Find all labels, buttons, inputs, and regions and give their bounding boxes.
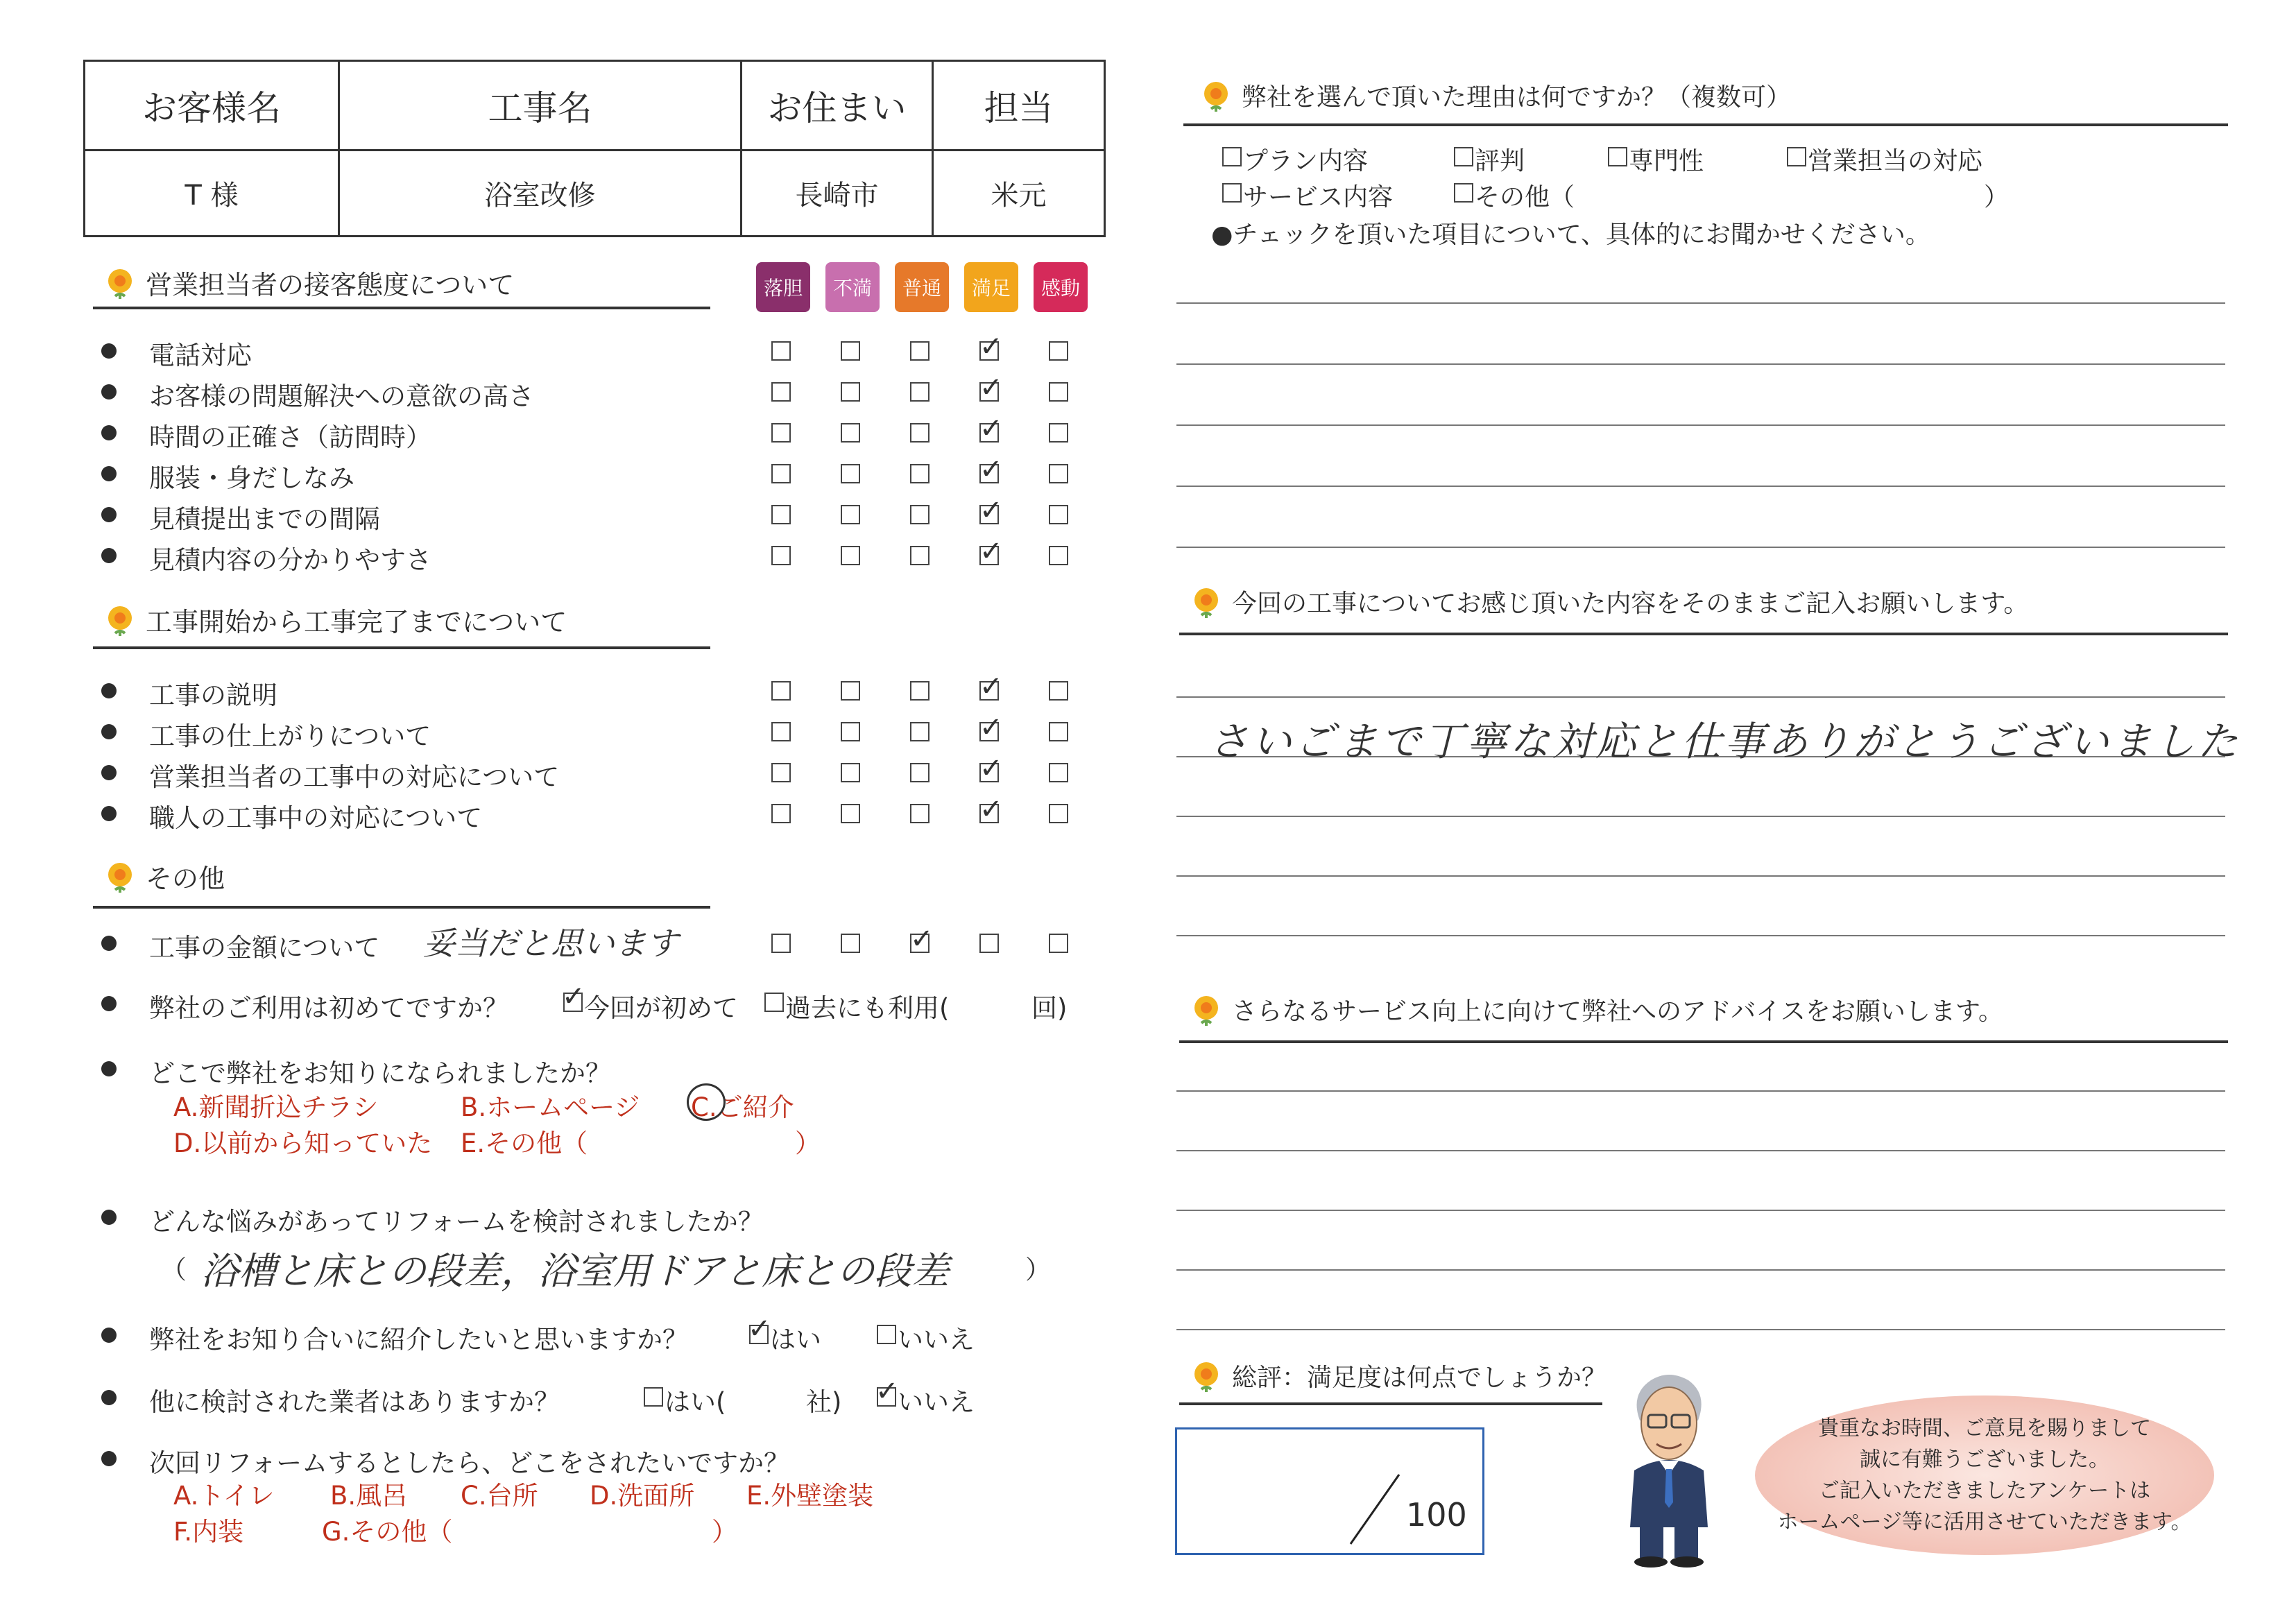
reason-sales-checkbox[interactable] bbox=[1787, 147, 1806, 166]
bullet bbox=[101, 425, 117, 440]
check-mark: ✓ bbox=[910, 923, 934, 955]
impression-handwritten-answer: さいごまで丁寧な対応と仕事ありがとうございました bbox=[1208, 718, 2241, 765]
question-label: 工事の説明 bbox=[149, 680, 277, 710]
bullet bbox=[101, 466, 117, 481]
bullet bbox=[101, 806, 117, 821]
flower-icon bbox=[104, 604, 136, 636]
section-title-impression: 今回の工事についてお感じ頂いた内容をそのままご記入お願いします。 bbox=[1190, 584, 2028, 619]
option-exterior-paint[interactable]: E.外壁塗装 bbox=[746, 1481, 874, 1511]
answer-line bbox=[1176, 1269, 2225, 1271]
rating-label: 普通 bbox=[895, 262, 949, 312]
used-before-option: 過去にも利用( bbox=[785, 993, 950, 1023]
rating-checkbox[interactable] bbox=[771, 423, 791, 443]
rating-checkbox[interactable] bbox=[771, 382, 791, 402]
other-yes-label: はい( bbox=[665, 1387, 726, 1417]
customer-info-table bbox=[83, 60, 1106, 237]
answer-line bbox=[1176, 816, 2225, 817]
score-slash bbox=[1344, 1471, 1406, 1547]
rating-checkbox[interactable] bbox=[841, 423, 860, 443]
answer-line bbox=[1176, 1090, 2225, 1092]
section-underline bbox=[93, 906, 710, 909]
answer-line bbox=[1176, 875, 2225, 877]
option-homepage[interactable]: B.ホームページ bbox=[461, 1092, 640, 1122]
reason-other-checkbox[interactable] bbox=[1454, 183, 1473, 203]
bullet bbox=[101, 1210, 117, 1225]
rating-checkbox[interactable] bbox=[1049, 382, 1068, 402]
answer-line bbox=[1176, 547, 2225, 548]
how-known-question: どこで弊社をお知りになられましたか？ bbox=[149, 1058, 611, 1088]
reason-reputation-checkbox[interactable] bbox=[1454, 147, 1473, 166]
answer-line bbox=[1176, 1150, 2225, 1151]
first-time-question: 弊社のご利用は初めてですか？ bbox=[149, 993, 508, 1023]
refer-yes-label: はい bbox=[770, 1325, 821, 1355]
rating-label: 感動 bbox=[1034, 262, 1088, 312]
reason-plan-checkbox[interactable] bbox=[1222, 147, 1242, 166]
check-mark: ✓ bbox=[979, 372, 1003, 404]
residence-header: お住まい bbox=[767, 88, 907, 128]
option-other[interactable]: E.その他（ bbox=[461, 1128, 588, 1158]
rating-checkbox[interactable] bbox=[910, 546, 929, 565]
rating-checkbox[interactable] bbox=[1049, 763, 1068, 782]
section-title-other: その他 bbox=[104, 857, 225, 895]
section-underline bbox=[1179, 1040, 2228, 1043]
option-other[interactable]: G.その他（ bbox=[322, 1517, 453, 1547]
option-referral[interactable]: C.ご紹介 bbox=[691, 1092, 794, 1122]
question-label: 服装・身だしなみ bbox=[149, 463, 354, 493]
rating-checkbox[interactable] bbox=[910, 423, 929, 443]
section-underline bbox=[1179, 1402, 1602, 1405]
referral-circle-mark bbox=[687, 1083, 726, 1121]
first-time-option: 今回が初めて bbox=[584, 993, 738, 1023]
flower-icon bbox=[104, 861, 136, 893]
rating-checkbox[interactable] bbox=[841, 722, 860, 741]
rating-label: 不満 bbox=[825, 262, 880, 312]
option-newspaper-flyer[interactable]: A.新聞折込チラシ bbox=[173, 1092, 379, 1122]
section-underline bbox=[1183, 123, 2228, 126]
worry-close-paren: ） bbox=[1025, 1255, 1051, 1285]
check-mark: ✓ bbox=[979, 712, 1003, 744]
reason-note: ●チェックを頂いた項目について、具体的にお聞かせください。 bbox=[1211, 221, 1930, 249]
rating-checkbox[interactable] bbox=[1049, 722, 1068, 741]
rating-checkbox[interactable] bbox=[771, 804, 791, 823]
option-known-before[interactable]: D.以前から知っていた bbox=[173, 1128, 433, 1158]
answer-line bbox=[1176, 363, 2225, 365]
bullet bbox=[101, 1061, 117, 1076]
rating-checkbox[interactable] bbox=[841, 341, 860, 361]
rating-checkbox[interactable] bbox=[841, 681, 860, 701]
rating-checkbox[interactable] bbox=[771, 763, 791, 782]
question-label: 工事の仕上がりについて bbox=[149, 721, 431, 751]
reason-plan-label: プラン内容 bbox=[1243, 147, 1369, 175]
reason-other-label: その他（ bbox=[1475, 183, 1575, 212]
staff-value: 米元 bbox=[991, 180, 1047, 212]
worry-open-paren: （ bbox=[161, 1255, 187, 1285]
used-before-checkbox[interactable] bbox=[764, 993, 784, 1012]
option-other-close: ） bbox=[795, 1128, 821, 1158]
check-mark: ✓ bbox=[979, 793, 1003, 825]
reason-service-label: サービス内容 bbox=[1243, 183, 1394, 212]
option-interior[interactable]: F.内装 bbox=[173, 1517, 244, 1547]
section-title-advice: さらなるサービス向上に向けて弊社へのアドバイスをお願いします。 bbox=[1190, 992, 2003, 1027]
staff-header: 担当 bbox=[984, 88, 1054, 128]
mascot-illustration bbox=[1616, 1366, 1722, 1569]
rating-checkbox[interactable] bbox=[771, 341, 791, 361]
flower-icon bbox=[1190, 994, 1222, 1026]
check-mark: ✓ bbox=[979, 535, 1003, 567]
rating-label: 落胆 bbox=[756, 262, 810, 312]
bullet bbox=[101, 384, 117, 400]
flower-icon bbox=[104, 267, 136, 299]
answer-line bbox=[1176, 424, 2225, 426]
rating-checkbox[interactable] bbox=[841, 505, 860, 524]
question-label: 時間の正確さ（訪問時） bbox=[149, 422, 431, 452]
rating-checkbox[interactable] bbox=[910, 763, 929, 782]
answer-line bbox=[1176, 1329, 2225, 1330]
rating-checkbox[interactable] bbox=[771, 934, 791, 953]
bullet bbox=[101, 683, 117, 698]
rating-checkbox[interactable] bbox=[910, 722, 929, 741]
other-no-label: いいえ bbox=[898, 1387, 975, 1417]
rating-checkbox[interactable] bbox=[841, 546, 860, 565]
reason-expertise-checkbox[interactable] bbox=[1608, 147, 1627, 166]
check-mark: ✓ bbox=[875, 1375, 899, 1407]
rating-checkbox[interactable] bbox=[841, 464, 860, 483]
rating-checkbox[interactable] bbox=[910, 804, 929, 823]
bullet bbox=[101, 1390, 117, 1405]
price-handwritten-note: 妥当だと思います bbox=[423, 925, 678, 962]
rating-checkbox[interactable] bbox=[771, 464, 791, 483]
worry-handwritten-answer: 浴槽と床との段差，浴室用ドアと床との段差 bbox=[201, 1249, 950, 1293]
bullet bbox=[101, 996, 117, 1011]
rating-checkbox[interactable] bbox=[1049, 681, 1068, 701]
bullet bbox=[101, 1451, 117, 1466]
option-kitchen[interactable]: C.台所 bbox=[461, 1481, 538, 1511]
price-question: 工事の金額について bbox=[149, 933, 380, 963]
rating-checkbox[interactable] bbox=[1049, 934, 1068, 953]
next-reform-question: 次回リフォームするとしたら、どこをされたいですか？ bbox=[149, 1448, 790, 1478]
section-title-construction: 工事開始から工事完了までについて bbox=[104, 601, 567, 639]
question-label: 見積提出までの間隔 bbox=[149, 504, 380, 534]
check-mark: ✓ bbox=[979, 454, 1003, 486]
bullet bbox=[101, 936, 117, 951]
residence-value: 長崎市 bbox=[795, 180, 879, 212]
option-other-close: ） bbox=[712, 1517, 737, 1547]
rating-checkbox[interactable] bbox=[1049, 505, 1068, 524]
section-title-reason: 弊社を選んで頂いた理由は何ですか？（複数可） bbox=[1200, 78, 1791, 113]
section-title-sales-attitude: 営業担当者の接客態度について bbox=[104, 264, 514, 302]
section-underline bbox=[1179, 633, 2228, 635]
check-mark: ✓ bbox=[979, 671, 1003, 703]
rating-checkbox[interactable] bbox=[771, 722, 791, 741]
section-title-score: 総評：満足度は何点でしょうか？ bbox=[1190, 1358, 1607, 1393]
reason-service-checkbox[interactable] bbox=[1222, 183, 1242, 203]
rating-checkbox[interactable] bbox=[771, 505, 791, 524]
rating-checkbox[interactable] bbox=[841, 382, 860, 402]
rating-checkbox[interactable] bbox=[1049, 341, 1068, 361]
rating-checkbox[interactable] bbox=[771, 681, 791, 701]
answer-line bbox=[1176, 486, 2225, 487]
section-underline bbox=[93, 646, 710, 649]
option-toilet[interactable]: A.トイレ bbox=[173, 1481, 275, 1511]
option-bath[interactable]: B.風呂 bbox=[330, 1481, 408, 1511]
flower-icon bbox=[1200, 80, 1232, 112]
other-company-question: 他に検討された業者はありますか？ bbox=[149, 1387, 560, 1417]
rating-checkbox[interactable] bbox=[1049, 423, 1068, 443]
rating-checkbox[interactable] bbox=[910, 681, 929, 701]
question-label: 職人の工事中の対応について bbox=[149, 803, 483, 833]
answer-line bbox=[1176, 1210, 2225, 1211]
reason-reputation-label: 評判 bbox=[1475, 147, 1525, 175]
check-mark: ✓ bbox=[979, 495, 1003, 526]
question-label: 見積内容の分かりやすさ bbox=[149, 545, 431, 575]
rating-checkbox[interactable] bbox=[910, 341, 929, 361]
section-underline bbox=[93, 307, 710, 309]
check-mark: ✓ bbox=[979, 753, 1003, 784]
bullet bbox=[101, 765, 117, 780]
used-count-suffix: 回) bbox=[1031, 993, 1068, 1023]
answer-line bbox=[1176, 935, 2225, 936]
score-box[interactable] bbox=[1175, 1427, 1484, 1555]
flower-icon bbox=[1190, 586, 1222, 618]
rating-checkbox[interactable] bbox=[1049, 804, 1068, 823]
flower-icon bbox=[1190, 1360, 1222, 1392]
check-mark: ✓ bbox=[979, 413, 1003, 445]
score-max: 100 bbox=[1406, 1496, 1467, 1534]
check-mark: ✓ bbox=[748, 1313, 771, 1345]
option-washroom[interactable]: D.洗面所 bbox=[590, 1481, 695, 1511]
rating-checkbox[interactable] bbox=[841, 763, 860, 782]
rating-checkbox[interactable] bbox=[1049, 546, 1068, 565]
rating-checkbox[interactable] bbox=[910, 505, 929, 524]
bullet bbox=[101, 1328, 117, 1343]
answer-line bbox=[1176, 302, 2225, 304]
rating-checkbox[interactable] bbox=[979, 934, 999, 953]
other-yes-checkbox[interactable] bbox=[644, 1387, 663, 1407]
customer-name-header: お客様名 bbox=[142, 88, 281, 128]
other-company-count: 社) bbox=[806, 1387, 842, 1417]
rating-checkbox[interactable] bbox=[841, 804, 860, 823]
rating-checkbox[interactable] bbox=[910, 382, 929, 402]
rating-checkbox[interactable] bbox=[841, 934, 860, 953]
refer-question: 弊社をお知り合いに紹介したいと思いますか？ bbox=[149, 1325, 688, 1355]
thanks-message: 貴重なお時間、ご意見を賜りまして 誠に有難うございました。 ご記入いただきましたアンケートは ホームページ等に活用させていただきます。 bbox=[1755, 1396, 2214, 1555]
rating-checkbox[interactable] bbox=[771, 546, 791, 565]
bullet bbox=[101, 343, 117, 359]
work-name-header: 工事名 bbox=[488, 88, 592, 128]
answer-line bbox=[1176, 696, 2225, 698]
question-label: 営業担当者の工事中の対応について bbox=[149, 762, 560, 792]
question-label: お客様の問題解決への意欲の高さ bbox=[149, 381, 534, 411]
refer-no-checkbox[interactable] bbox=[877, 1325, 896, 1344]
refer-no-label: いいえ bbox=[898, 1325, 975, 1355]
work-name-value: 浴室改修 bbox=[484, 180, 596, 212]
reason-sales-label: 営業担当の対応 bbox=[1808, 147, 1983, 175]
bullet bbox=[101, 507, 117, 522]
check-mark: ✓ bbox=[562, 981, 585, 1013]
rating-checkbox[interactable] bbox=[1049, 464, 1068, 483]
rating-label: 満足 bbox=[964, 262, 1018, 312]
reason-expertise-label: 専門性 bbox=[1629, 147, 1704, 175]
check-mark: ✓ bbox=[979, 331, 1003, 363]
question-label: 電話対応 bbox=[149, 341, 252, 370]
rating-checkbox[interactable] bbox=[910, 464, 929, 483]
reason-other-close: ） bbox=[1984, 183, 2010, 212]
bullet bbox=[101, 548, 117, 563]
customer-name-value: T 様 bbox=[185, 180, 239, 212]
worry-question: どんな悩みがあってリフォームを検討されましたか？ bbox=[149, 1207, 764, 1237]
bullet bbox=[101, 724, 117, 739]
